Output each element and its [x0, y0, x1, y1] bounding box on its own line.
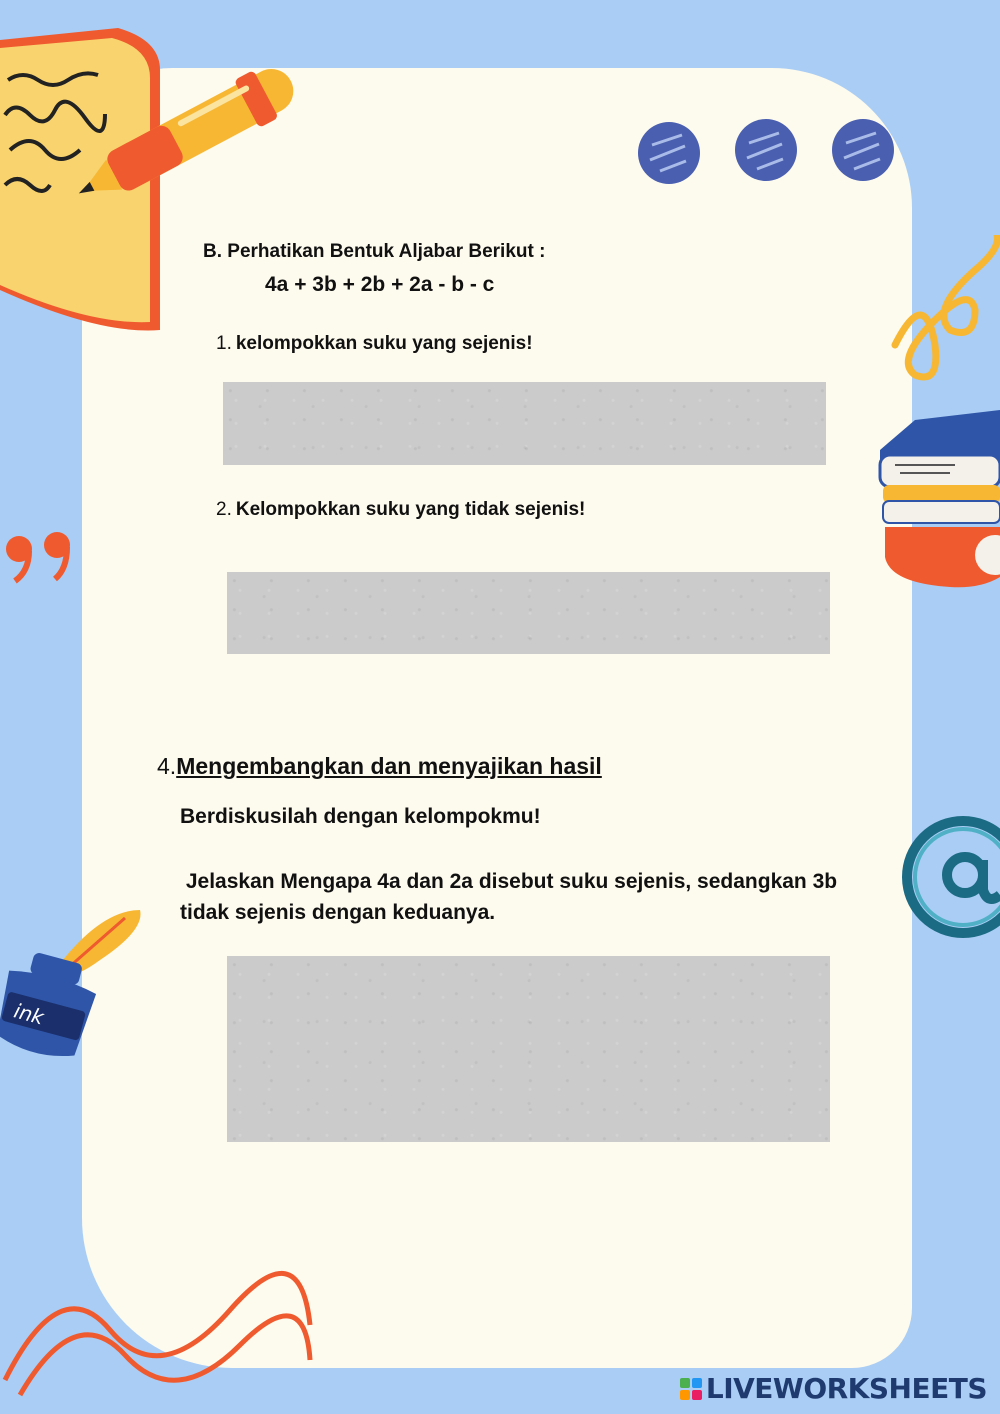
dots-icon [632, 115, 902, 190]
section-b-heading: B. Perhatikan Bentuk Aljabar Berikut : [203, 241, 546, 262]
explanation-prompt: Jelaskan Mengapa 4a dan 2a disebut suku sejenis, sedangkan 3b tidak sejenis dengan keduanya. [180, 870, 843, 924]
wave-icon [0, 1270, 320, 1400]
section-4-number: 4. [157, 753, 177, 779]
question-1 [216, 333, 533, 355]
question-2-text: Kelompokkan suku yang tidak sejenis! [235, 499, 586, 520]
brand-text: LIVEWORKSHEETS [705, 1372, 987, 1405]
question-2-number: 2. [216, 499, 232, 520]
content-card [82, 68, 912, 1368]
algebra-expression: 4a + 3b + 2b + 2a - b - c [265, 273, 495, 296]
section-4-title [157, 753, 602, 780]
spring-icon [885, 235, 1000, 385]
quote-icon [3, 527, 75, 587]
liveworksheets-logo-icon [680, 1378, 702, 1400]
question-2 [216, 499, 585, 521]
pen-icon [65, 55, 330, 215]
ink-label: ink [11, 998, 47, 1030]
books-icon [875, 405, 1000, 590]
answer-box-1[interactable] [223, 382, 826, 465]
inkwell-icon [0, 900, 150, 1060]
question-1-text: kelompokkan suku yang sejenis! [235, 333, 533, 354]
discussion-instruction: Berdiskusilah dengan kelompokmu! [180, 805, 541, 828]
question-1-number: 1. [216, 333, 232, 354]
liveworksheets-brand [680, 1372, 987, 1405]
answer-box-2[interactable] [227, 572, 830, 654]
answer-box-3[interactable] [227, 956, 830, 1142]
section-4-title-text: Mengembangkan dan menyajikan hasil [176, 753, 602, 779]
at-sign-icon [893, 815, 1000, 940]
